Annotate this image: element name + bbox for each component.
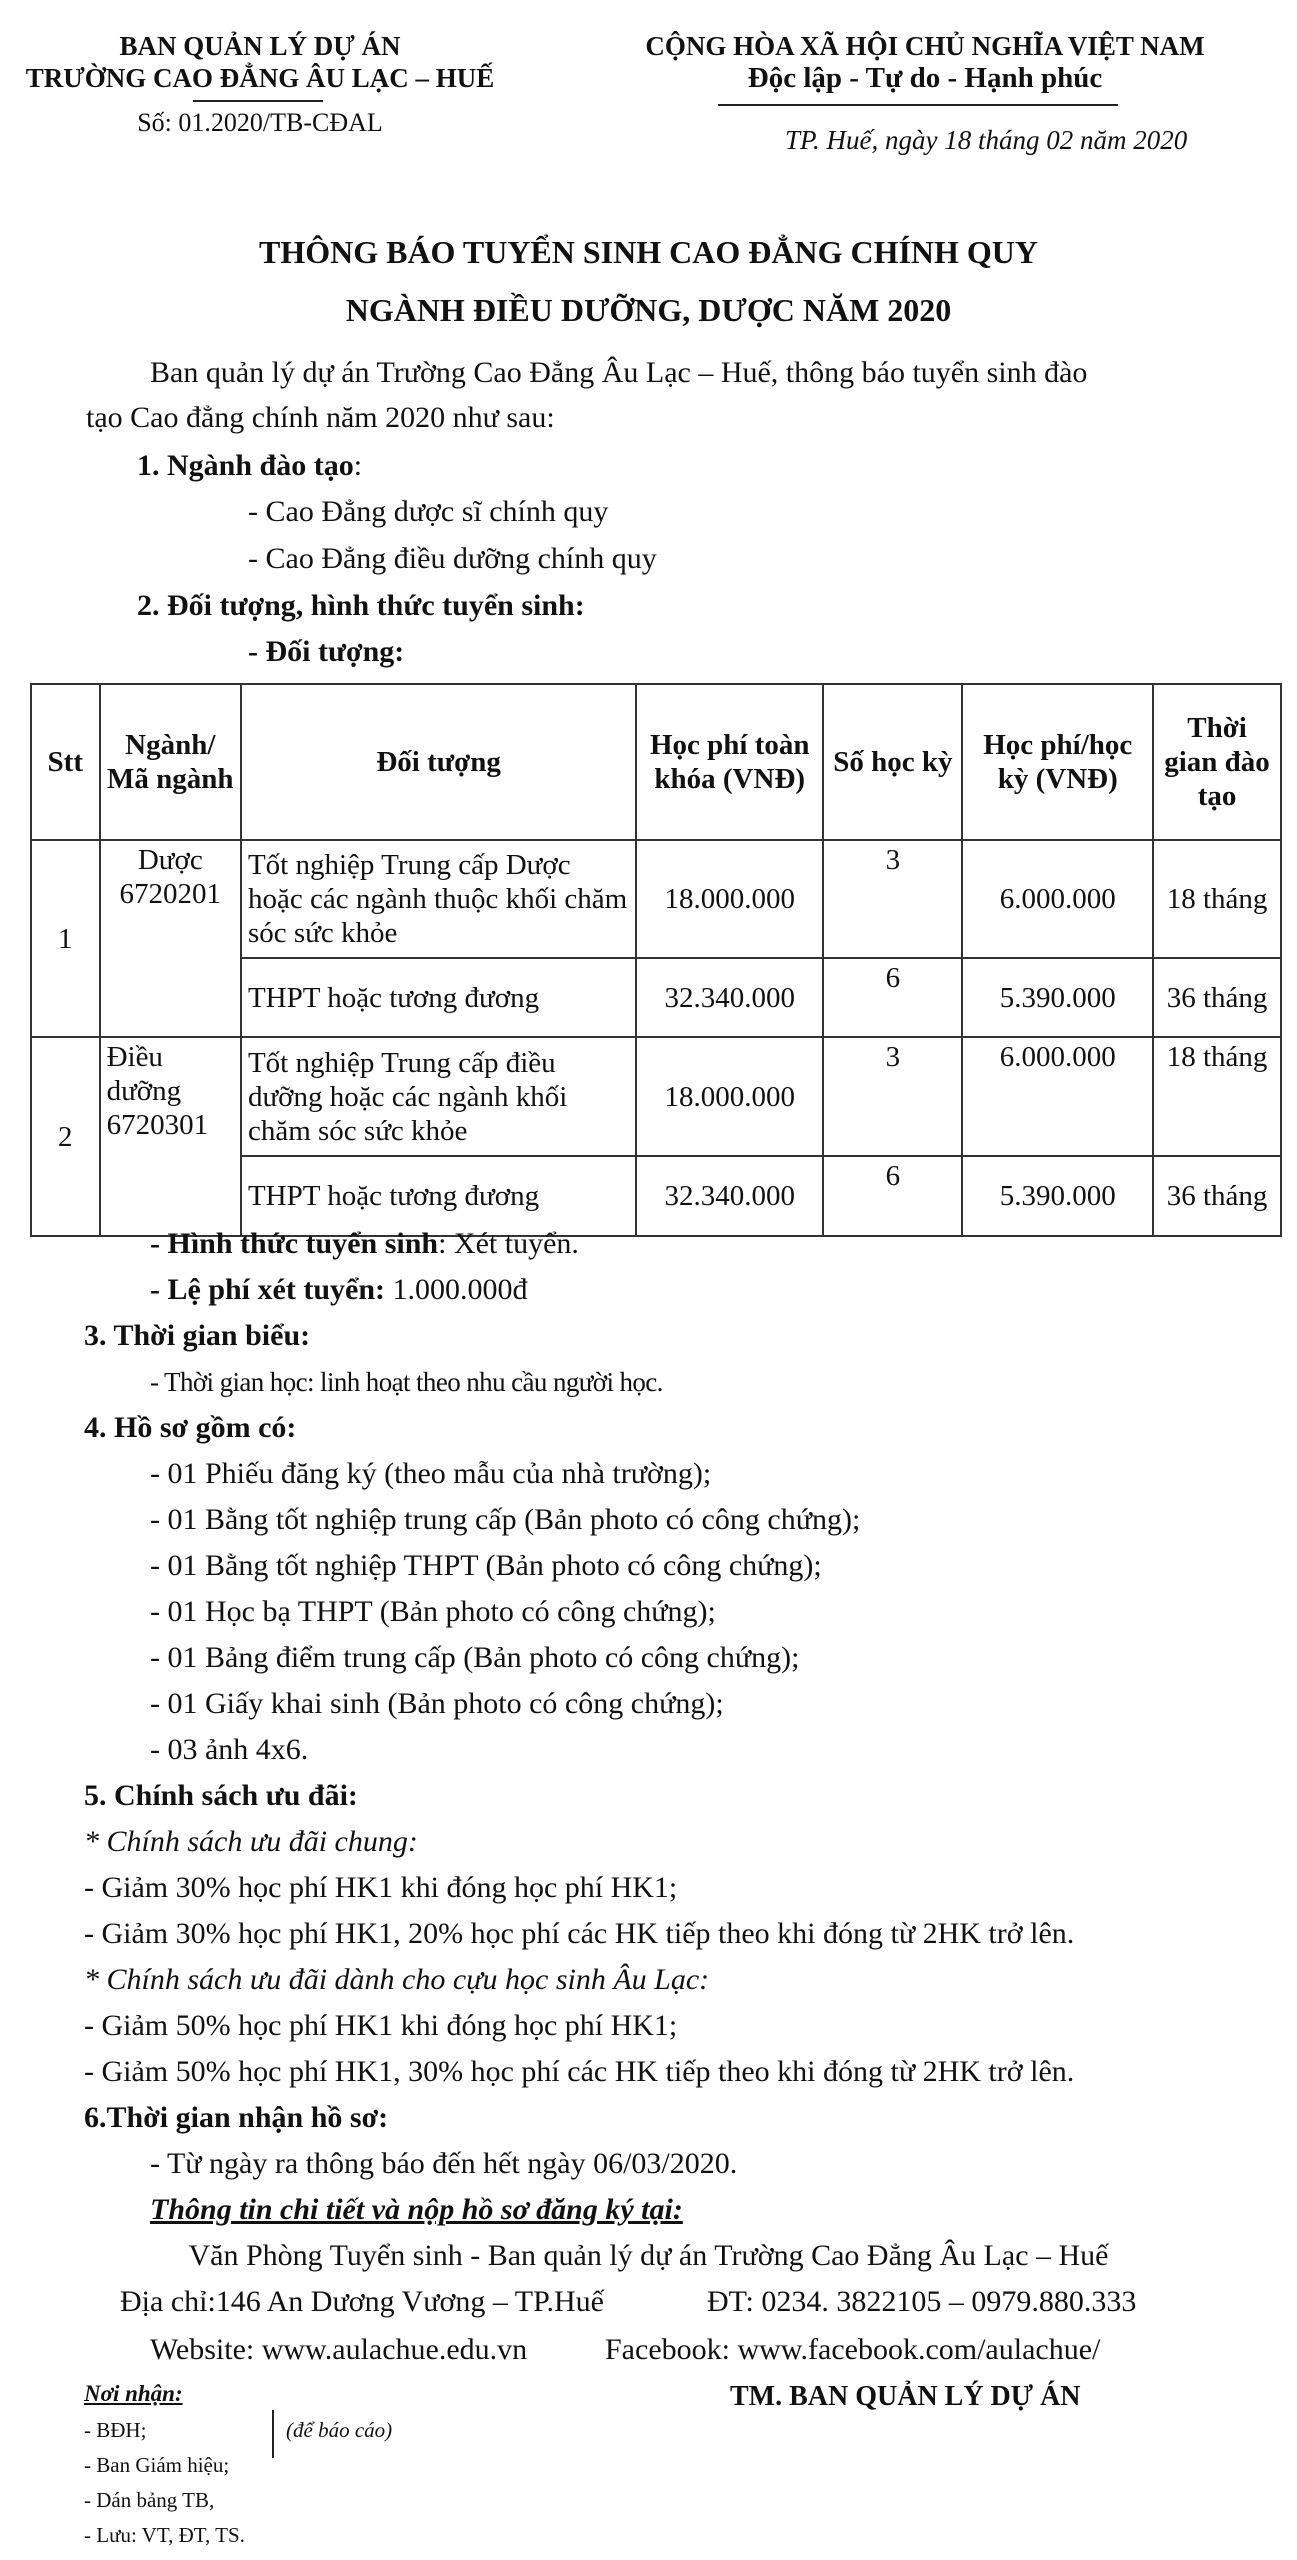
contact-heading: Thông tin chi tiết và nộp hồ sơ đăng ký tại:	[150, 2193, 683, 2226]
doc-number: Số: 01.2020/TB-CĐAL	[137, 108, 383, 137]
admission-form-label: - Hình thức tuyển sinh	[150, 1227, 439, 1260]
cell-semesters: 6	[823, 958, 962, 1037]
cell-stt: 1	[31, 840, 100, 1037]
contact-office: Văn Phòng Tuyển sinh - Ban quản lý dự án Trường Cao Đẳng Âu Lạc – Huế	[188, 2239, 1109, 2272]
table-header-row	[31, 684, 1281, 840]
contact-phone: ĐT: 0234. 3822105 – 0979.880.333	[707, 2285, 1137, 2318]
policy-item: - Giảm 50% học phí HK1 khi đóng học phí HK1;	[84, 2009, 678, 2042]
cell-duration: 36 tháng	[1153, 1156, 1281, 1236]
program-item: - Cao Đẳng dược sĩ chính quy	[248, 495, 609, 528]
document-item: - 03 ảnh 4x6.	[150, 1733, 309, 1766]
motto-underline	[718, 104, 1118, 106]
org-underline	[193, 100, 323, 102]
org-name-line2: TRƯỜNG CAO ĐẲNG ÂU LẠC – HUẾ	[25, 63, 495, 93]
admission-form-value: : Xét tuyển.	[438, 1227, 579, 1260]
document-item: - 01 Bằng tốt nghiệp THPT (Bản photo có công chứng);	[150, 1549, 822, 1582]
document-item: - 01 Phiếu đăng ký (theo mẫu của nhà trường);	[150, 1457, 712, 1490]
major-code: 6720201	[119, 878, 222, 910]
cell-duration: 18 tháng	[1153, 1037, 1281, 1156]
section2-heading: 2. Đối tượng, hình thức tuyển sinh:	[137, 589, 585, 622]
contact-address: Địa chỉ:146 An Dương Vương – TP.Huế	[120, 2285, 604, 2318]
admission-form	[150, 1226, 579, 1262]
section5-heading: 5. Chính sách ưu đãi:	[84, 1779, 358, 1812]
col-header-semester-fee: Học phí/học kỳ (VNĐ)	[962, 684, 1153, 840]
notice-title-line2: NGÀNH ĐIỀU DƯỠNG, DƯỢC NĂM 2020	[345, 292, 952, 328]
cell-total-fee: 32.340.000	[636, 958, 823, 1037]
major-name: Điều dưỡng	[106, 1041, 182, 1107]
col-header-semesters: Số học kỳ	[823, 684, 962, 840]
recipient-note: (để báo cáo)	[286, 2418, 393, 2442]
cell-semesters: 6	[823, 1156, 962, 1236]
col-header-major: Ngành/ Mã ngành	[100, 684, 241, 840]
org-name-line1: BAN QUẢN LÝ DỰ ÁN	[119, 31, 401, 61]
col-header-target: Đối tượng	[241, 684, 636, 840]
document-item: - 01 Bằng tốt nghiệp trung cấp (Bản photo có công chứng);	[150, 1503, 861, 1536]
cell-semester-fee: 5.390.000	[962, 1156, 1153, 1236]
section4-heading: 4. Hồ sơ gồm có:	[84, 1411, 297, 1444]
document-item: - 01 Giấy khai sinh (Bản photo có công chứng);	[150, 1687, 724, 1720]
cell-target: THPT hoặc tương đương	[241, 1156, 636, 1236]
recipients-heading: Nơi nhận:	[84, 2381, 183, 2406]
admission-fee	[150, 1272, 528, 1308]
cell-semester-fee: 6.000.000	[962, 1037, 1153, 1156]
nation-title: CỘNG HÒA XÃ HỘI CHỦ NGHĨA VIỆT NAM	[645, 31, 1205, 61]
recipient-item: - Lưu: VT, ĐT, TS.	[84, 2523, 245, 2547]
major-name: Dược	[137, 844, 203, 876]
deadline-item: - Từ ngày ra thông báo đến hết ngày 06/03/2020.	[150, 2147, 738, 2180]
general-policy-heading: * Chính sách ưu đãi chung:	[84, 1825, 418, 1858]
recipient-item: - Dán bảng TB,	[84, 2488, 215, 2512]
cell-total-fee: 18.000.000	[636, 840, 823, 958]
program-item: - Cao Đẳng điều dưỡng chính quy	[248, 542, 657, 575]
cell-stt: 2	[31, 1037, 100, 1236]
table-row	[31, 840, 1281, 958]
policy-item: - Giảm 30% học phí HK1 khi đóng học phí HK1;	[84, 1871, 678, 1904]
cell-total-fee: 18.000.000	[636, 1037, 823, 1156]
cell-target: THPT hoặc tương đương	[241, 958, 636, 1037]
recipient-item: - Ban Giám hiệu;	[84, 2453, 230, 2477]
cell-total-fee: 32.340.000	[636, 1156, 823, 1236]
section2-subheading: - Đối tượng:	[248, 635, 405, 668]
schedule-item: - Thời gian học: linh hoạt theo nhu cầu người học.	[150, 1367, 663, 1397]
signature-label: TM. BAN QUẢN LÝ DỰ ÁN	[730, 2381, 1081, 2412]
admission-table	[30, 683, 1282, 1237]
col-header-total-fee: Học phí toàn khóa (VNĐ)	[636, 684, 823, 840]
section1-heading-text: 1. Ngành đào tạo	[137, 449, 354, 482]
policy-item: - Giảm 50% học phí HK1, 30% học phí các HK tiếp theo khi đóng từ 2HK trở lên.	[84, 2055, 1075, 2088]
notice-title-line1: THÔNG BÁO TUYỂN SINH CAO ĐẲNG CHÍNH QUY	[258, 234, 1039, 270]
table-row	[31, 1037, 1281, 1156]
section1-heading-colon: :	[353, 449, 363, 482]
policy-item: - Giảm 30% học phí HK1, 20% học phí các HK tiếp theo khi đóng từ 2HK trở lên.	[84, 1917, 1075, 1950]
admission-fee-label: - Lệ phí xét tuyển:	[150, 1273, 385, 1306]
recipient-bracket	[272, 2410, 274, 2458]
cell-major	[100, 840, 241, 1037]
nation-motto: Độc lập - Tự do - Hạnh phúc	[747, 62, 1103, 94]
intro-line1: Ban quản lý dự án Trường Cao Đẳng Âu Lạc – Huế, thông báo tuyển sinh đào	[150, 356, 1088, 389]
cell-semesters: 3	[823, 1037, 962, 1156]
cell-duration: 18 tháng	[1153, 840, 1281, 958]
cell-semester-fee: 5.390.000	[962, 958, 1153, 1037]
major-code: 6720301	[106, 1109, 209, 1141]
alumni-policy-heading: * Chính sách ưu đãi dành cho cựu học sinh Âu Lạc:	[84, 1963, 710, 1996]
cell-duration: 36 tháng	[1153, 958, 1281, 1037]
document-item: - 01 Bảng điểm trung cấp (Bản photo có công chứng);	[150, 1641, 800, 1674]
intro-line2: tạo Cao đẳng chính năm 2020 như sau:	[86, 401, 555, 434]
contact-facebook[interactable]: Facebook: www.facebook.com/aulachue/	[605, 2333, 1101, 2366]
cell-target: Tốt nghiệp Trung cấp điều dưỡng hoặc các ngành khối chăm sóc sức khỏe	[241, 1037, 636, 1156]
cell-target: Tốt nghiệp Trung cấp Dược hoặc các ngành thuộc khối chăm sóc sức khỏe	[241, 840, 636, 958]
contact-website[interactable]: Website: www.aulachue.edu.vn	[150, 2333, 528, 2366]
admission-fee-value: 1.000.000đ	[385, 1273, 528, 1306]
issue-date: TP. Huế, ngày 18 tháng 02 năm 2020	[785, 125, 1188, 155]
section6-heading: 6.Thời gian nhận hồ sơ:	[84, 2101, 389, 2134]
document-item: - 01 Học bạ THPT (Bản photo có công chứng);	[150, 1595, 716, 1628]
cell-semester-fee: 6.000.000	[962, 840, 1153, 958]
cell-major	[100, 1037, 241, 1236]
cell-semesters: 3	[823, 840, 962, 958]
section1-heading	[137, 448, 362, 484]
section3-heading: 3. Thời gian biểu:	[84, 1319, 311, 1352]
col-header-duration: Thời gian đào tạo	[1153, 684, 1281, 840]
col-header-stt: Stt	[31, 684, 100, 840]
recipient-item: - BĐH;	[84, 2418, 147, 2442]
